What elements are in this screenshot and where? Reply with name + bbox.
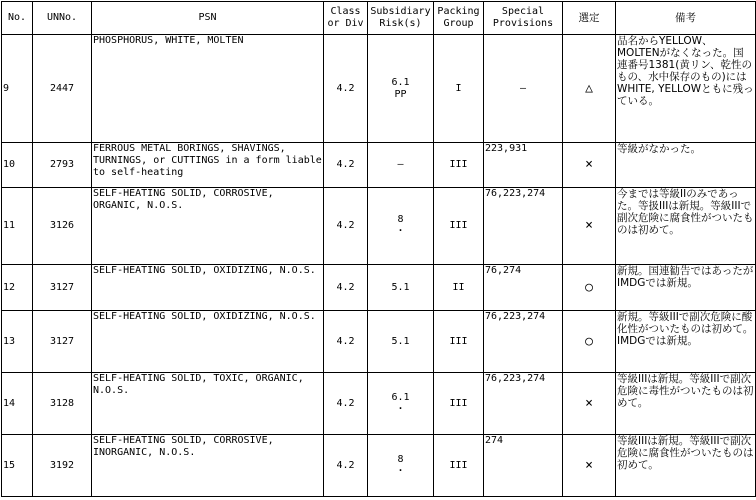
header-unno: UNNo. bbox=[33, 2, 92, 35]
cell-selection: △ bbox=[563, 35, 616, 143]
table-row bbox=[2, 143, 756, 188]
cell-packing-group: III bbox=[434, 188, 484, 265]
cell-packing-group: I bbox=[434, 35, 484, 143]
subsidiary-secondary: ・ bbox=[395, 465, 406, 477]
table-row bbox=[2, 311, 756, 373]
header-special-provisions: Special Provisions bbox=[484, 2, 563, 35]
table-row bbox=[2, 188, 756, 265]
cell-class: 4.2 bbox=[324, 435, 368, 497]
header-remarks: 備考 bbox=[616, 2, 756, 35]
cell-class: 4.2 bbox=[324, 143, 368, 188]
cell-unno: 3126 bbox=[33, 188, 92, 265]
header-row bbox=[2, 2, 756, 35]
cell-selection: ○ bbox=[563, 311, 616, 373]
cell-special-provisions: ― bbox=[484, 35, 563, 143]
subsidiary-secondary: ・ bbox=[395, 403, 406, 415]
cell-selection: × bbox=[563, 435, 616, 497]
cell-no: 9 bbox=[2, 35, 33, 143]
cell-psn: SELF-HEATING SOLID, CORROSIVE, ORGANIC, N.O.S. bbox=[92, 188, 324, 265]
table-row bbox=[2, 373, 756, 435]
cell-subsidiary-risk bbox=[368, 435, 434, 497]
cell-unno: 3127 bbox=[33, 311, 92, 373]
cell-remarks: 今までは等級IIのみであった。等扱IIIは新規。等級IIIで副次危険に腐食性がついたものは初めて。 bbox=[616, 188, 756, 265]
cell-no: 13 bbox=[2, 311, 33, 373]
cell-class: 4.2 bbox=[324, 265, 368, 311]
cell-psn: SELF-HEATING SOLID, TOXIC, ORGANIC, N.O.S. bbox=[92, 373, 324, 435]
cell-psn: SELF-HEATING SOLID, OXIDIZING, N.O.S. bbox=[92, 265, 324, 311]
subsidiary-secondary: ・ bbox=[395, 226, 406, 237]
cell-unno: 2793 bbox=[33, 143, 92, 188]
table-row bbox=[2, 435, 756, 497]
header-psn: PSN bbox=[92, 2, 324, 35]
cell-remarks: 品名からYELLOW、MOLTENがなくなった。国連番号1381(黄リン、乾性のもの、水中保存のもの)にはWHITE, YELLOWともに残っている。 bbox=[616, 35, 756, 143]
cell-no: 11 bbox=[2, 188, 33, 265]
cell-class: 4.2 bbox=[324, 35, 368, 143]
subsidiary-primary: ― bbox=[397, 159, 404, 170]
cell-packing-group: III bbox=[434, 373, 484, 435]
cell-remarks: 新規。等級IIIで副次危険に酸化性がついたものは初めて。IMDGでは新規。 bbox=[616, 311, 756, 373]
cell-psn: SELF-HEATING SOLID, OXIDIZING, N.O.S. bbox=[92, 311, 324, 373]
subsidiary-secondary: PP bbox=[394, 88, 407, 100]
cell-packing-group: III bbox=[434, 435, 484, 497]
subsidiary-primary: 8 bbox=[397, 453, 404, 465]
cell-packing-group: III bbox=[434, 143, 484, 188]
cell-psn: SELF-HEATING SOLID, CORROSIVE, INORGANIC, N.O.S. bbox=[92, 435, 324, 497]
cell-special-provisions: 76,274 bbox=[484, 265, 563, 311]
cell-no: 12 bbox=[2, 265, 33, 311]
cell-subsidiary-risk bbox=[368, 35, 434, 143]
cell-subsidiary-risk bbox=[368, 188, 434, 265]
subsidiary-primary: 6.1 bbox=[391, 391, 410, 403]
cell-psn: PHOSPHORUS, WHITE, MOLTEN bbox=[92, 35, 324, 143]
cell-selection: × bbox=[563, 373, 616, 435]
header-selection: 選定 bbox=[563, 2, 616, 35]
header-no: No. bbox=[2, 2, 33, 35]
cell-remarks: 新規。国連勧告ではあったがIMDGでは新規。 bbox=[616, 265, 756, 311]
cell-class: 4.2 bbox=[324, 188, 368, 265]
cell-no: 10 bbox=[2, 143, 33, 188]
cell-no: 14 bbox=[2, 373, 33, 435]
cell-no: 15 bbox=[2, 435, 33, 497]
cell-packing-group: II bbox=[434, 265, 484, 311]
cell-unno: 2447 bbox=[33, 35, 92, 143]
cell-special-provisions: 274 bbox=[484, 435, 563, 497]
header-class: Class or Div bbox=[324, 2, 368, 35]
subsidiary-primary: 5.1 bbox=[391, 281, 410, 293]
cell-selection: × bbox=[563, 188, 616, 265]
cell-remarks: 等級がなかった。 bbox=[616, 143, 756, 188]
cell-remarks: 等級IIIは新規。等級IIIで副次危険に毒性がついたものは初めて。 bbox=[616, 373, 756, 435]
cell-special-provisions: 76,223,274 bbox=[484, 373, 563, 435]
cell-subsidiary-risk bbox=[368, 311, 434, 373]
subsidiary-primary: 6.1 bbox=[391, 76, 410, 88]
cell-special-provisions: 76,223,274 bbox=[484, 188, 563, 265]
cell-class: 4.2 bbox=[324, 311, 368, 373]
table-row bbox=[2, 35, 756, 143]
cell-unno: 3192 bbox=[33, 435, 92, 497]
cell-subsidiary-risk bbox=[368, 265, 434, 311]
cell-special-provisions: 223,931 bbox=[484, 143, 563, 188]
cell-psn: FERROUS METAL BORINGS, SHAVINGS, TURNINGS, or CUTTINGS in a form liable to self-heating bbox=[92, 143, 324, 188]
cell-special-provisions: 76,223,274 bbox=[484, 311, 563, 373]
cell-subsidiary-risk bbox=[368, 373, 434, 435]
cell-selection: × bbox=[563, 143, 616, 188]
cell-subsidiary-risk bbox=[368, 143, 434, 188]
cell-selection: ○ bbox=[563, 265, 616, 311]
header-packing-group: Packing Group bbox=[434, 2, 484, 35]
header-subsidiary-risk: Subsidiary Risk(s) bbox=[368, 2, 434, 35]
cell-packing-group: III bbox=[434, 311, 484, 373]
subsidiary-primary: 5.1 bbox=[391, 335, 410, 347]
cell-class: 4.2 bbox=[324, 373, 368, 435]
dangerous-goods-table bbox=[1, 1, 756, 497]
table-row bbox=[2, 265, 756, 311]
cell-remarks: 等級IIIは新規。等級IIIで副次危険に腐食性がついたものは初めて。 bbox=[616, 435, 756, 497]
cell-unno: 3128 bbox=[33, 373, 92, 435]
cell-unno: 3127 bbox=[33, 265, 92, 311]
subsidiary-primary: 8 bbox=[397, 214, 404, 225]
